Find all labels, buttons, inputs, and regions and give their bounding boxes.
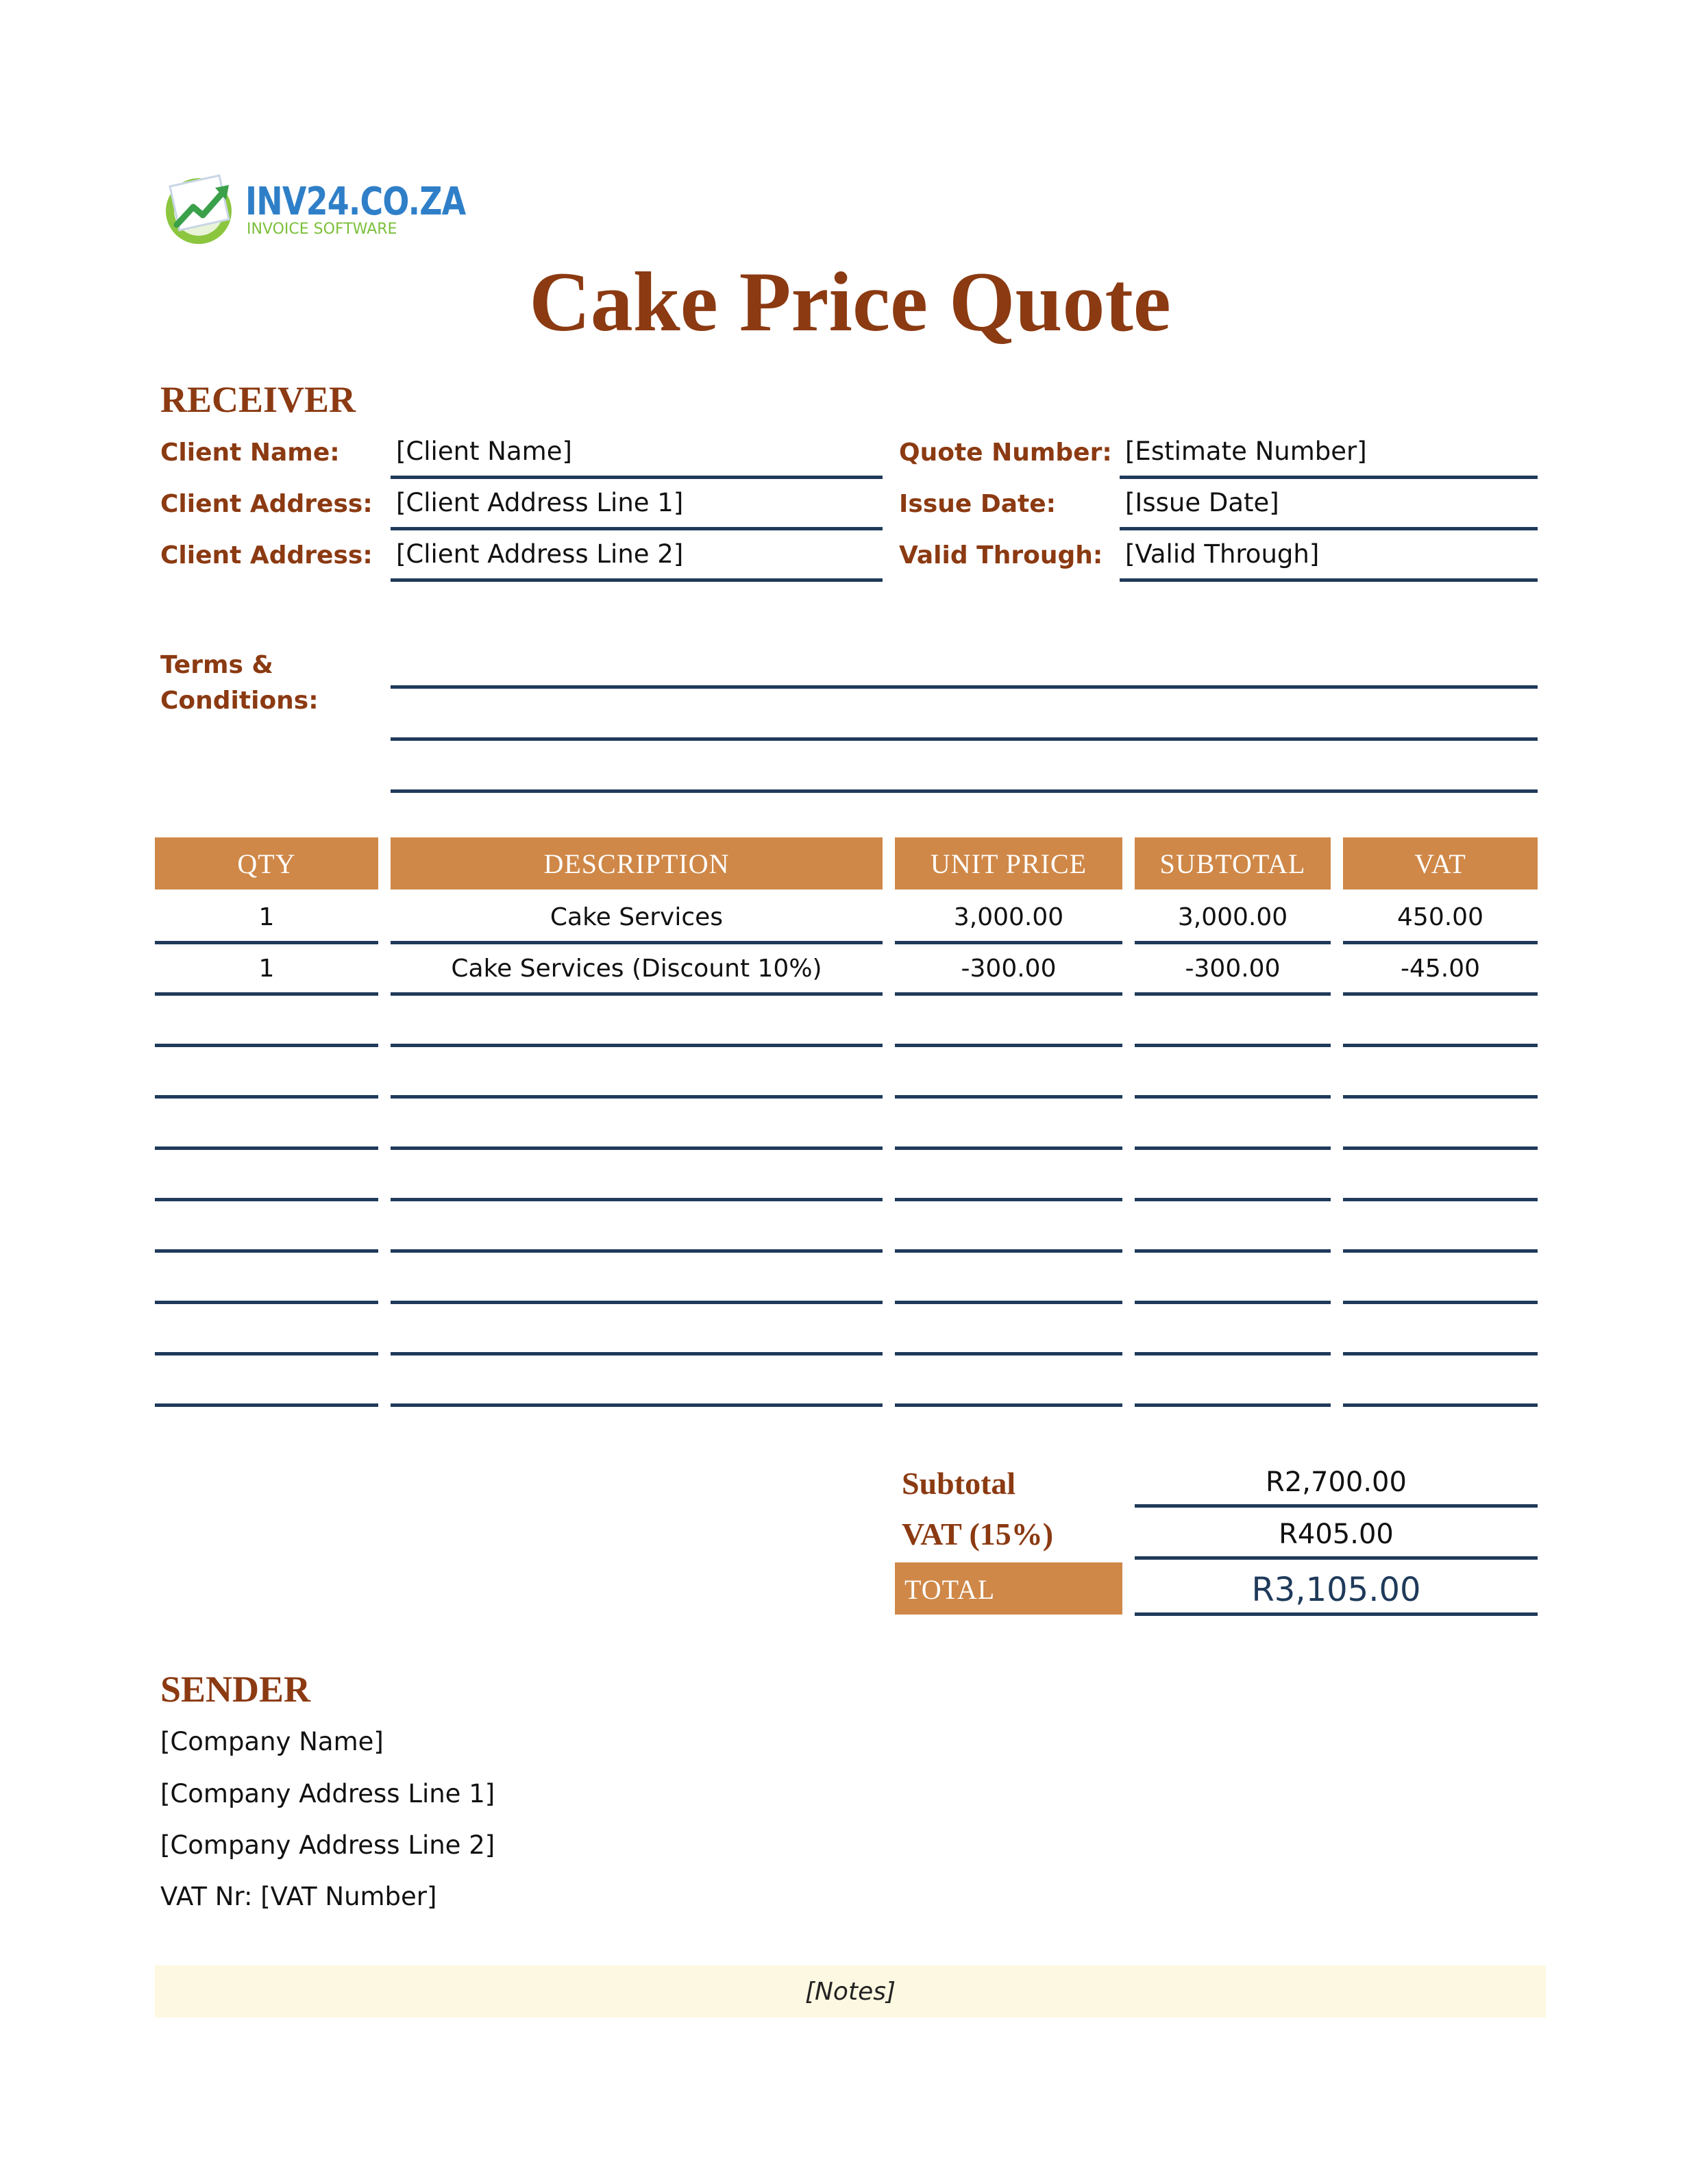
logo-tagline: INVOICE SOFTWARE xyxy=(247,221,397,238)
table-cell-unit-price[interactable] xyxy=(895,1048,1122,1099)
table-cell-qty[interactable] xyxy=(155,1202,378,1253)
client-address-1-value: [Client Address Line 1] xyxy=(396,488,684,517)
table-cell-description[interactable] xyxy=(391,1048,883,1099)
client-address-label-2: Client Address: xyxy=(160,541,373,569)
table-cell-unit-price[interactable] xyxy=(895,1305,1122,1355)
table-cell-qty[interactable] xyxy=(155,996,378,1047)
table-cell-unit-price[interactable] xyxy=(895,1099,1122,1150)
terms-label-line1: Terms & xyxy=(160,651,273,679)
table-cell-unit-price[interactable] xyxy=(895,894,1122,944)
table-cell-subtotal[interactable] xyxy=(1135,1305,1331,1355)
terms-line-2[interactable] xyxy=(391,687,1538,741)
sender-vat-number: VAT Nr: [VAT Number] xyxy=(160,1882,437,1911)
table-cell-description[interactable] xyxy=(391,894,883,944)
table-cell-subtotal[interactable] xyxy=(1135,894,1331,944)
issue-date-field[interactable] xyxy=(1120,483,1538,530)
page-title: Cake Price Quote xyxy=(529,255,1171,349)
table-cell-subtotal[interactable] xyxy=(1135,996,1331,1047)
total-label: TOTAL xyxy=(904,1574,996,1605)
subtotal-value: R2,700.00 xyxy=(1266,1467,1407,1498)
cell-value: 3,000.00 xyxy=(1177,903,1288,931)
table-cell-vat[interactable] xyxy=(1343,1202,1538,1253)
sender-heading: SENDER xyxy=(160,1669,311,1710)
table-cell-qty[interactable] xyxy=(155,945,378,996)
valid-through-field[interactable] xyxy=(1120,535,1538,582)
table-cell-subtotal[interactable] xyxy=(1135,1151,1331,1201)
receiver-heading: RECEIVER xyxy=(160,379,356,420)
issue-date-value: [Issue Date] xyxy=(1125,488,1279,517)
table-cell-vat[interactable] xyxy=(1343,1151,1538,1201)
issue-date-label: Issue Date: xyxy=(899,490,1057,518)
table-cell-unit-price[interactable] xyxy=(895,1151,1122,1201)
table-cell-description[interactable] xyxy=(391,1099,883,1150)
valid-through-value: [Valid Through] xyxy=(1125,539,1320,569)
table-cell-description[interactable] xyxy=(391,1202,883,1253)
table-cell-qty[interactable] xyxy=(155,894,378,944)
table-cell-subtotal[interactable] xyxy=(1135,945,1331,996)
cell-value: Cake Services xyxy=(550,903,724,931)
table-cell-subtotal[interactable] xyxy=(1135,1253,1331,1304)
valid-through-label: Valid Through: xyxy=(899,541,1103,569)
cell-value: 1 xyxy=(258,955,275,983)
vat-value: R405.00 xyxy=(1279,1519,1394,1550)
table-cell-vat[interactable] xyxy=(1343,1305,1538,1355)
terms-label-line2: Conditions: xyxy=(160,687,319,715)
logo-name: INV24.CO.ZA xyxy=(245,180,466,224)
col-header-subtotal: SUBTOTAL xyxy=(1135,837,1331,889)
table-cell-qty[interactable] xyxy=(155,1305,378,1355)
total-value-cell xyxy=(1135,1562,1538,1616)
subtotal-label: Subtotal xyxy=(902,1466,1016,1501)
notes-bar[interactable] xyxy=(155,1965,1546,2017)
table-cell-unit-price[interactable] xyxy=(895,945,1122,996)
table-cell-unit-price[interactable] xyxy=(895,1253,1122,1304)
vat-value-cell xyxy=(1135,1509,1538,1560)
table-cell-vat[interactable] xyxy=(1343,1356,1538,1407)
notes-text: [Notes] xyxy=(804,1977,896,2006)
quote-number-value: [Estimate Number] xyxy=(1125,437,1367,466)
col-header-description: DESCRIPTION xyxy=(391,837,883,889)
table-cell-qty[interactable] xyxy=(155,1099,378,1150)
client-address-label-1: Client Address: xyxy=(160,490,373,518)
table-cell-description[interactable] xyxy=(391,1253,883,1304)
table-cell-subtotal[interactable] xyxy=(1135,1048,1331,1099)
terms-line-1[interactable] xyxy=(391,635,1538,689)
table-cell-subtotal[interactable] xyxy=(1135,1099,1331,1150)
subtotal-value-cell xyxy=(1135,1457,1538,1508)
table-cell-vat[interactable] xyxy=(1343,894,1538,944)
sender-address-2: [Company Address Line 2] xyxy=(160,1830,495,1860)
cell-value: Cake Services (Discount 10%) xyxy=(451,955,822,983)
table-cell-unit-price[interactable] xyxy=(895,1202,1122,1253)
table-cell-qty[interactable] xyxy=(155,1253,378,1304)
client-address-2-field[interactable] xyxy=(391,535,883,582)
table-cell-vat[interactable] xyxy=(1343,1048,1538,1099)
table-cell-unit-price[interactable] xyxy=(895,996,1122,1047)
cell-value: -45.00 xyxy=(1400,955,1481,983)
client-name-field[interactable] xyxy=(391,432,883,479)
logo-icon xyxy=(160,171,243,247)
col-header-qty: QTY xyxy=(155,837,378,889)
cell-value: -300.00 xyxy=(961,955,1057,983)
table-cell-unit-price[interactable] xyxy=(895,1356,1122,1407)
table-cell-vat[interactable] xyxy=(1343,1253,1538,1304)
cell-value: -300.00 xyxy=(1185,955,1281,983)
col-header-unit-price: UNIT PRICE xyxy=(895,837,1122,889)
col-header-vat: VAT xyxy=(1343,837,1538,889)
table-cell-qty[interactable] xyxy=(155,1048,378,1099)
table-cell-description[interactable] xyxy=(391,1305,883,1355)
terms-line-3[interactable] xyxy=(391,739,1538,793)
client-address-1-field[interactable] xyxy=(391,483,883,530)
client-name-value: [Client Name] xyxy=(396,437,572,466)
table-cell-subtotal[interactable] xyxy=(1135,1356,1331,1407)
table-cell-description[interactable] xyxy=(391,996,883,1047)
table-cell-description[interactable] xyxy=(391,945,883,996)
total-value: R3,105.00 xyxy=(1251,1571,1421,1609)
table-cell-qty[interactable] xyxy=(155,1356,378,1407)
table-cell-subtotal[interactable] xyxy=(1135,1202,1331,1253)
cell-value: 1 xyxy=(258,903,275,931)
table-cell-description[interactable] xyxy=(391,1356,883,1407)
table-cell-vat[interactable] xyxy=(1343,945,1538,996)
table-cell-vat[interactable] xyxy=(1343,996,1538,1047)
client-address-2-value: [Client Address Line 2] xyxy=(396,539,684,569)
quote-number-field[interactable] xyxy=(1120,432,1538,479)
sender-address-1: [Company Address Line 1] xyxy=(160,1779,495,1808)
quote-number-label: Quote Number: xyxy=(899,439,1112,467)
sender-company-name: [Company Name] xyxy=(160,1727,384,1756)
table-cell-qty[interactable] xyxy=(155,1151,378,1201)
vat-label: VAT (15%) xyxy=(902,1517,1054,1551)
total-label-cell xyxy=(895,1562,1122,1615)
table-cell-description[interactable] xyxy=(391,1151,883,1201)
client-name-label: Client Name: xyxy=(160,439,340,467)
cell-value: 3,000.00 xyxy=(953,903,1064,931)
table-cell-vat[interactable] xyxy=(1343,1099,1538,1150)
cell-value: 450.00 xyxy=(1397,903,1483,931)
